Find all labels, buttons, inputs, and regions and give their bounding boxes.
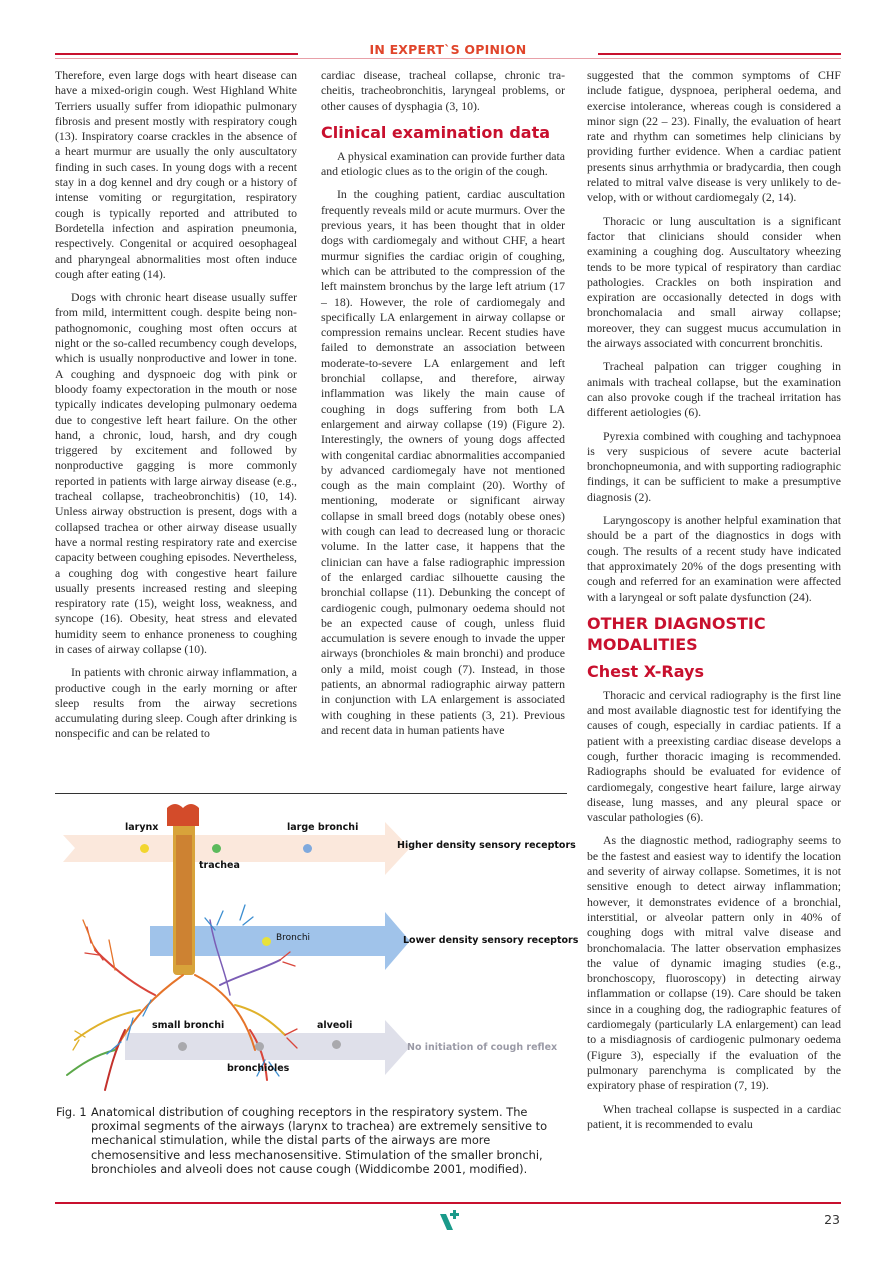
- figure-caption-text: Anatomical distribution of coughing receptors in the respiratory system. The proximal segments of the airways (larynx to trachea) are extremely sensitive to mechanical stimulation, while the distal parts of the airways are more chemosensitive and less mechanosensitive. Stimulation of the smaller bronchi, bronchioles and alveoli does not cause cough (Widdicombe 2001, modified).: [91, 1105, 548, 1176]
- paragraph: Therefore, even large dogs with heart disease can have a mixed-origin cough. West Highland White Terriers usually suffer from idiopathic pulmonary fibrosis and present mostly with respiratory cough (13). Inspiratory coarse crackles in the absence of a heart murmur are usually the only auscultatory finding in such cases. In young dogs with a recent stay in a dog kennel and dry cough or a history of intense vomiting or regurgitation, respiratory cough is typically reported and attributed to Bordetella infection and aspiration pneumonia, respectively. Congenital or acquired oesophageal and pharyngeal abnormalities most often induce cough after eating (14).: [55, 68, 297, 281]
- paragraph: Thoracic and cervical radiography is the first line and most available diagnostic test for identifying the causes of cough, especially in cardiac patients. If a patient with a preexisting cardiac disease develops a cough, further thoracic imaging is recommended. Radiographs should be evaluated for evidence of cardiomegaly, congestive heart failure, large airway disease, lung masses, and any pleural space or vascular pathologies (6).: [587, 687, 841, 825]
- column-3: [587, 68, 841, 1140]
- paragraph: Tracheal palpation can trigger coughing in animals with tracheal collapse, but the examination can also provoke cough if the tracheal irritation has different aetiologies (6).: [587, 359, 841, 420]
- label-lower-density-receptors: Lower density sensory receptors: [403, 935, 579, 946]
- column-1: [55, 68, 297, 750]
- label-small-bronchi: small bronchi: [152, 1020, 225, 1031]
- label-bronchi: Bronchi: [276, 933, 311, 943]
- vplus-logo-icon: [437, 1208, 463, 1234]
- large-bronchi-marker: [303, 844, 312, 853]
- paragraph: Pyrexia combined with coughing and tachypnoea is very suspicious of severe acute bacterial bronchopneumonia, and with supporting radiographic findings, it can be sufficient to make a presumptive diagnosis (2).: [587, 428, 841, 504]
- paragraph: suggested that the common symptoms of CHF include fatigue, dyspnoea, peripheral oedema, and exercise intolerance, whereas cough is considered a minor sign (22 – 23). Finally, the evaluation of heart rate and rhythm can sometimes help clinicians by providing further evidence. When a cardiac patient presents sinus arrhythmia or bradycardia, then cough related to mitral valve disease is very unlikely to develop, with or without cardiomegaly (2, 14).: [587, 68, 841, 205]
- bronchioles-marker: [255, 1042, 264, 1051]
- paragraph: Thoracic or lung auscultation is a significant factor that clinicians should consider when examining a coughing dog. Auscultatory wheezing tends to be more typical of respiratory than cardiac pathologies. Crackles on both inspiration and expiration are occasionally detected in dogs with bronchomalacia and small airway collapse; moreover, they can suggest mucus accumulation in the airways associated with concurrent bronchitis.: [587, 213, 841, 351]
- larynx-marker: [140, 844, 149, 853]
- page-number: 23: [824, 1212, 840, 1227]
- figure-top-rule: [55, 793, 567, 794]
- paragraph: In patients with chronic airway inflammation, a productive cough in the early morning or after sleep results from the airway secretions accumulating during sleep. Cough after drinking is nonspecific and can be related to: [55, 665, 297, 741]
- figure-caption: [56, 1105, 566, 1176]
- label-no-cough-reflex: No initiation of cough reflex: [407, 1042, 558, 1053]
- column-2: [321, 68, 565, 746]
- section-title: IN EXPERT`S OPINION: [369, 42, 527, 57]
- section-heading-clinical-examination: Clinical examination data: [321, 122, 551, 142]
- paragraph: When tracheal collapse is suspected in a cardiac patient, it is recommended to evalu: [587, 1101, 841, 1131]
- paragraph: In the coughing patient, cardiac auscultation frequently reveals mild or acute murmurs. Over the previous years, it has been thought that in older dogs with cardiomegaly and without CHF, a heart murmur signifies the cardiac origin of coughing, which can be attributed to the compression of the left mainstem bronchus by the large left atrium (17 – 18). However, the role of cardiomegaly and specifically LA enlargement in airway collapse or compression remains unclear. Recent studies have failed to demonstrate an association between moderate-to-severe LA enlargement and left bronchial collapse, and therefore, airway inflammation was likely the main cause of coughing in dogs suffering from both LA enlargement and airway collapse (19) (Figure 2). Interestingly, the owners of young dogs affected with congenital cardiac abnormalities accompanied by advanced cardiomegaly have not mentioned cough as the main complaint (20). Worthy of mentioning, moderate or significant airway collapse in small breed dogs (notably obese ones) with cough can lead to decreased lung or thoracic volume. In the latter case, it happens that the clinician can have a false radiographic impression of the enlarged cardiac silhouette causing the bronchial collapse (11). Debunking the concept of cardiogenic cough, pulmonary oedema should not be an expected cause of cough, unless fluid accumulation is severe enough to invade the upper airways (bronchioles & main bronchi) and produce only a mild, moist cough (7). Instead, in those patients, an abnormal radiographic airway pattern in conjunction with LA enlargement is associated with coughing in these patients (3, 21). Previous and recent data in human patients have: [321, 187, 565, 737]
- label-higher-density-receptors: Higher density sensory receptors: [397, 840, 576, 851]
- small-bronchi-marker: [178, 1042, 187, 1051]
- footer-rule: [55, 1202, 841, 1204]
- trachea-marker: [212, 844, 221, 853]
- subsection-heading-chest-xrays: Chest X-Rays: [587, 661, 704, 681]
- alveoli-marker: [332, 1040, 341, 1049]
- label-trachea: trachea: [199, 860, 240, 871]
- paragraph: Laryngoscopy is another helpful examination that should be a part of the diagnostics in dogs with cough. The results of a recent study have indicated that approximately 20% of the dogs presenting with cough and referred for an examination were affected with a laryngeal or soft palate dysfunction (24).: [587, 513, 841, 604]
- paragraph: cardiac disease, tracheal collapse, chronic tracheitis, tracheobronchitis, laryngeal problems, or other causes of dysphagia (3, 10).: [321, 68, 565, 113]
- label-large-bronchi: large bronchi: [287, 822, 359, 833]
- label-larynx: larynx: [125, 822, 159, 833]
- label-alveoli: alveoli: [317, 1020, 353, 1031]
- figure-number: Fig. 1: [56, 1105, 87, 1119]
- paragraph: A physical examination can provide further data and etiologic clues as to the origin of the cough.: [321, 148, 565, 179]
- paragraph: As the diagnostic method, radiography seems to be the fastest and easiest way to identify the location and severity of airway collapse. Sometimes, it is not sensitive enough to detect airway inflammation; however, it demonstrates evidence of a bronchial, interstitial, or alveolar pattern only in 40% of coughing dogs with mitral valve disease and bronchomalacia. The latter observation emphasizes the value of dynamic imaging studies (e.g., bronchoscopy, fluoroscopy) in detecting airway inflammation or collapse (19). Care should be taken since in a coughing dog, the radiographic features of cardiomegaly (particularly LA enlargement) can lead to a misdiagnosis of cardiogenic pulmonary oedema (Figure 3), especially if the evaluation of the pulmonary parenchyma is complicated by the expiratory phase of respiration (7, 19).: [587, 833, 841, 1093]
- header-rule-thin: [55, 58, 841, 59]
- paragraph: Dogs with chronic heart disease usually suffer from mild, intermittent cough. despite being non- pathognomonic, coughing most often occurs at night or the so-called recumbency cough develops, which is usually nonproductive and lower in tone. A coughing and dyspnoeic dog with pink or bloody foamy expectoration in the mouth or nose typically indicates developing pulmonary oedema due to congestive left heart failure. On the other hand, a chronic, loud, harsh, and dry cough triggered by excitement and followed by nonproductive gagging is more commonly reported in patients with large airway disease (e.g., tracheal collapse, tracheobronchitis) (10, 14). Unless airway obstruction is present, dogs with a collapsed trachea or other airway disease usually have a normal resting respiratory rate and exercise capacity between coughing episodes. Nevertheless, a coughing dog with congestive heart failure usually presents increased resting and sleeping respiratory rate (15), weight loss, weakness, and syncope (16). Obesity, heat stress and elevated humidity seem to enhance proneness to coughing in cases of airway collapse (10).: [55, 290, 297, 656]
- running-header: [55, 42, 841, 62]
- label-bronchioles: bronchioles: [227, 1063, 290, 1074]
- bronchi-marker: [262, 937, 271, 946]
- section-heading-other-diagnostic-modalities: OTHER DIAGNOSTIC MODALITIES: [587, 613, 766, 654]
- figure-cough-receptors: [55, 800, 579, 1100]
